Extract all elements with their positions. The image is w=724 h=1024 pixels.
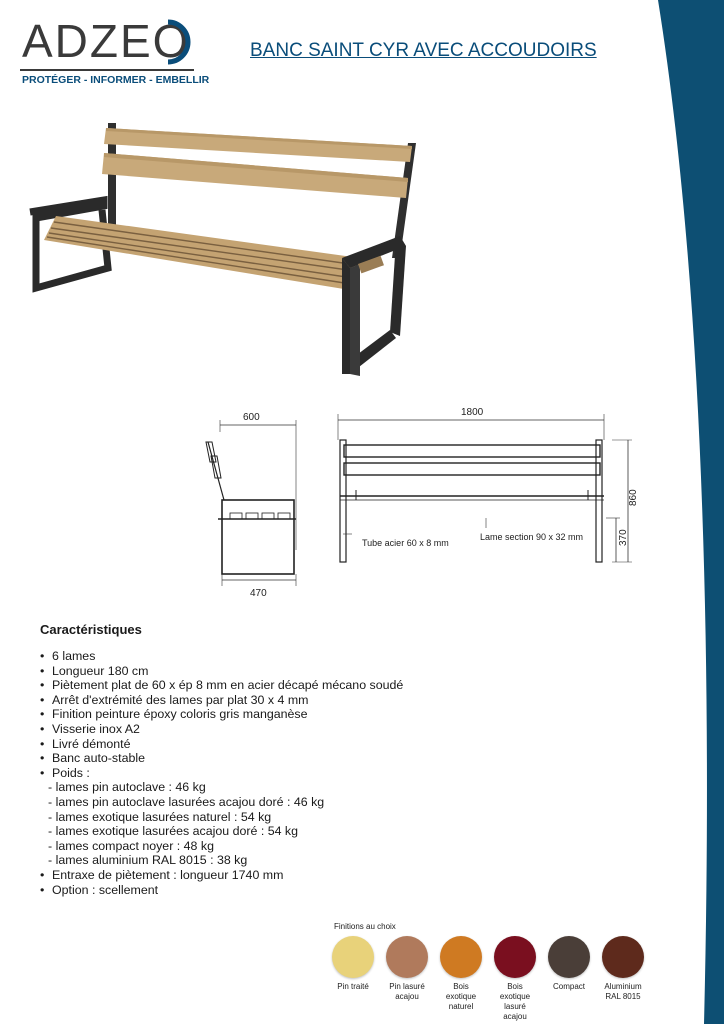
spec-item: • Arrêt d'extrémité des lames par plat 30 x 4 mm [40,692,309,707]
spec-item: • Finition peinture époxy coloris gris manganèse [40,707,308,722]
finish-label: Compact [552,982,585,991]
spec-subitem: - lames exotique lasurées acajou doré : 54 kg [48,824,299,839]
finish-label: Aluminium RAL 8015 [604,982,642,1001]
brand-logo [18,12,210,92]
finish-swatch [602,936,644,978]
spec-item: • Banc auto-stable [40,751,145,766]
bench-illustration [20,118,430,380]
slat-note: Lame section 90 x 32 mm [480,532,584,542]
dim-height: 860 [628,489,639,506]
finish-option [438,936,484,1022]
specs-heading: Caractéristiques [40,622,142,637]
spec-subitem: - lames pin autoclave lasurées acajou doré : 46 kg [48,794,325,809]
finish-option [330,936,376,1022]
technical-drawings [0,400,660,600]
spec-item: • Livré démonté [40,736,131,751]
spec-item: • Visserie inox A2 [40,721,140,736]
finish-label: Pin lasuré acajou [389,982,425,1001]
spec-item: • Option : scellement [40,882,159,897]
spec-subitem: - lames aluminium RAL 8015 : 38 kg [48,853,248,868]
spec-subitem: - lames pin autoclave : 46 kg [48,780,206,795]
finish-option [600,936,646,1022]
brand-tagline: PROTÉGER - INFORMER - EMBELLIR [22,74,210,86]
finish-swatch [440,936,482,978]
finish-option [384,936,430,1022]
dim-side-width: 600 [243,412,260,423]
spec-item: • 6 lames [40,649,96,663]
spec-item: • Piètement plat de 60 x ép 8 mm en acier décapé mécano soudé [40,678,404,693]
side-view [206,412,296,599]
logo-arc [18,12,198,82]
spec-subitem: - lames exotique lasurées naturel : 54 kg [48,809,272,824]
finish-swatch [494,936,536,978]
spec-item: • Entraxe de piètement : longueur 1740 mm [40,867,284,882]
dim-seat-height: 370 [618,529,629,546]
finish-swatch [548,936,590,978]
page-title: BANC SAINT CYR AVEC ACCOUDOIRS [250,40,597,61]
finishes-title: Finitions au choix [334,922,396,931]
finish-swatch [332,936,374,978]
dim-length: 1800 [461,407,484,418]
finish-label: Bois exotique naturel [445,982,477,1011]
finish-option [492,936,538,1022]
finish-option [546,936,592,1022]
finishes-row [330,936,646,1022]
spec-item: • Poids : [40,765,90,780]
dim-side-depth: 470 [250,588,267,599]
finish-label: Pin traité [337,982,369,991]
logo-wordmark: ADZEO [22,15,191,67]
tube-note: Tube acier 60 x 8 mm [362,538,449,548]
spec-item: • Longueur 180 cm [40,663,149,678]
specs-list [40,649,403,897]
finish-label: Bois exotique lasuré acajou [499,982,531,1021]
spec-subitem: - lames compact noyer : 48 kg [48,838,214,853]
front-view [338,407,639,562]
finish-swatch [386,936,428,978]
